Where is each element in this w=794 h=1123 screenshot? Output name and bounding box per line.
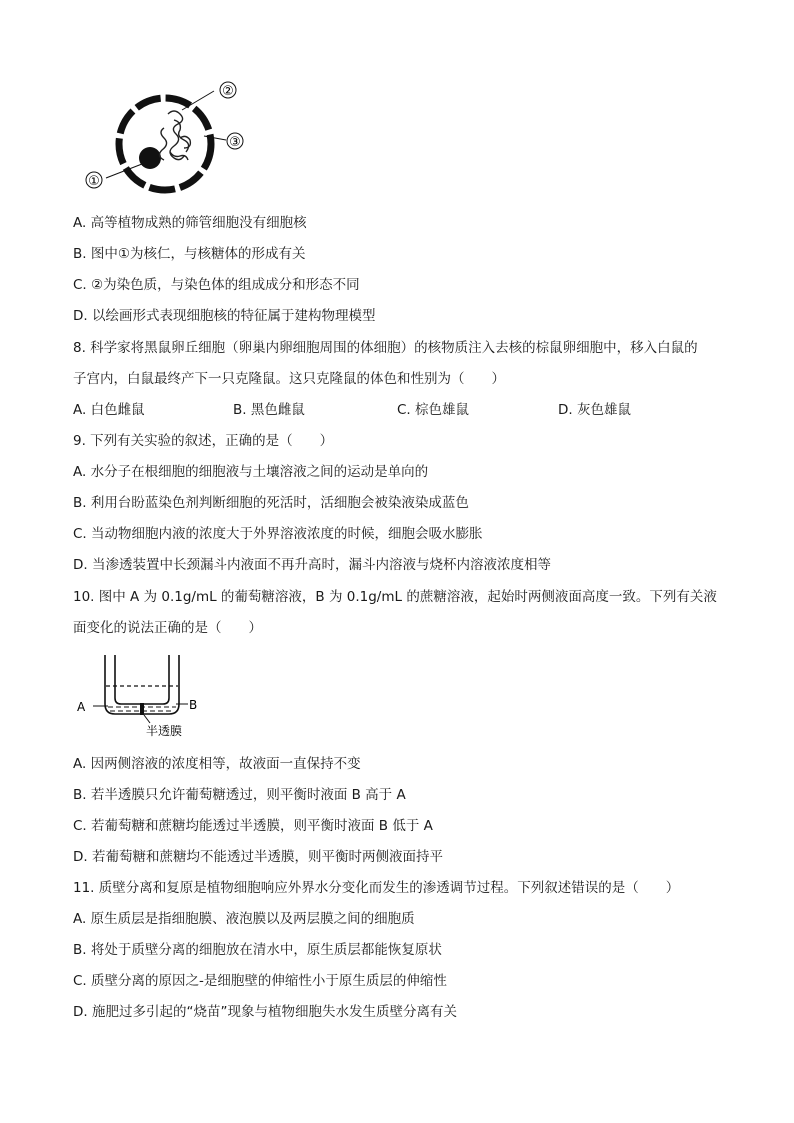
q11-option-c: C. 质壁分离的原因之-是细胞壁的伸缩性小于原生质层的伸缩性 [73,973,447,989]
label-1: ① [88,174,100,189]
label-a: A [77,700,86,714]
q8-option-d: D. 灰色雄鼠 [558,402,631,418]
q8-option-b: B. 黑色雌鼠 [233,402,305,418]
q9-stem: 9. 下列有关实验的叙述，正确的是（ ） [73,433,334,449]
u-tube-diagram [72,652,232,740]
label-3: ③ [229,135,241,150]
q8-stem-line2: 子宫内，白鼠最终产下一只克隆鼠。这只克隆鼠的体色和性别为（ ） [73,371,505,387]
nucleus-diagram [80,78,250,196]
q11-option-b: B. 将处于质壁分离的细胞放在清水中，原生质层都能恢复原状 [73,942,442,958]
q11-stem: 11. 质壁分离和复原是植物细胞响应外界水分变化而发生的渗透调节过程。下列叙述错误的是（ ） [73,880,680,896]
q10-option-b: B. 若半透膜只允许葡萄糖透过，则平衡时液面 B 高于 A [73,787,406,803]
q8-option-a: A. 白色雌鼠 [73,402,145,418]
q7-option-b: B. 图中①为核仁，与核糖体的形成有关 [73,246,306,262]
q9-option-a: A. 水分子在根细胞的细胞液与土壤溶液之间的运动是单向的 [73,464,429,480]
membrane-label: 半透膜 [146,724,183,738]
q7-option-d: D. 以绘画形式表现细胞核的特征属于建构物理模型 [73,308,376,324]
label-b: B [189,698,198,712]
semipermeable-membrane [140,703,144,715]
nucleolus [139,147,161,169]
q8-options [73,401,753,419]
label-2: ② [222,84,234,99]
q7-option-a: A. 高等植物成熟的筛管细胞没有细胞核 [73,215,307,231]
q9-option-b: B. 利用台盼蓝染色剂判断细胞的死活时，活细胞会被染液染成蓝色 [73,495,469,511]
q8-option-c: C. 棕色雄鼠 [397,402,470,418]
q7-option-c: C. ②为染色质，与染色体的组成成分和形态不同 [73,277,360,293]
q8-stem-line1: 8. 科学家将黑鼠卵丘细胞（卵巢内卵细胞周围的体细胞）的核物质注入去核的棕鼠卵细胞中，移入白鼠的 [73,340,698,356]
q10-stem-line2: 面变化的说法正确的是（ ） [73,620,262,636]
q11-option-a: A. 原生质层是指细胞膜、液泡膜以及两层膜之间的细胞质 [73,911,415,927]
q10-option-c: C. 若葡萄糖和蔗糖均能透过半透膜，则平衡时液面 B 低于 A [73,818,433,834]
q10-option-a: A. 因两侧溶液的浓度相等，故液面一直保持不变 [73,756,361,772]
chromatin [159,111,190,160]
q9-option-c: C. 当动物细胞内液的浓度大于外界溶液浓度的时候，细胞会吸水膨胀 [73,526,483,542]
q9-option-d: D. 当渗透装置中长颈漏斗内液面不再升高时，漏斗内溶液与烧杯内溶液浓度相等 [73,557,551,573]
q10-option-d: D. 若葡萄糖和蔗糖均不能透过半透膜，则平衡时两侧液面持平 [73,849,443,865]
q10-stem-line1: 10. 图中 A 为 0.1g/mL 的葡萄糖溶液，B 为 0.1g/mL 的蔗糖溶液，起始时两侧液面高度一致。下列有关液 [73,589,717,605]
q11-option-d: D. 施肥过多引起的“烧苗”现象与植物细胞失水发生质壁分离有关 [73,1004,457,1020]
